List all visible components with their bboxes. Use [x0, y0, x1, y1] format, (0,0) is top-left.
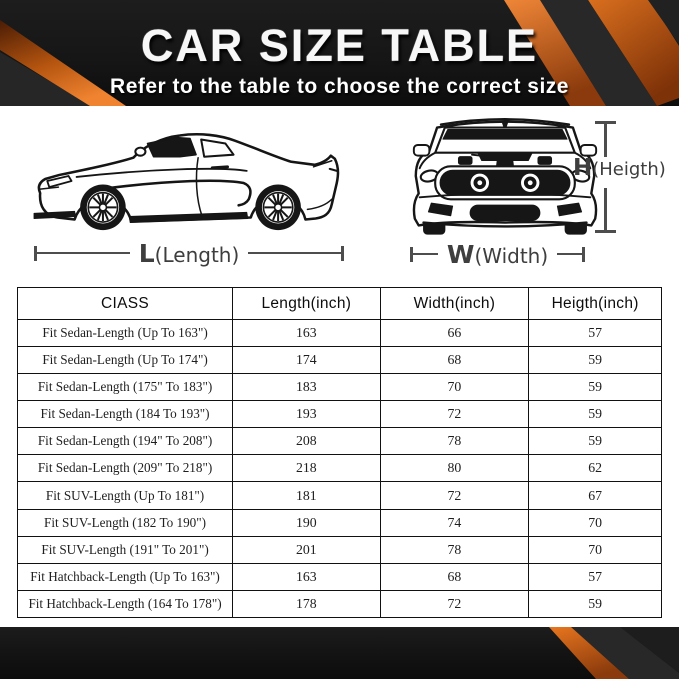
class-cell: Fit Sedan-Length (209" To 218") — [18, 455, 233, 482]
front-wheel-icon — [80, 185, 126, 231]
size-value-cell: 78 — [380, 536, 529, 563]
table-row — [18, 509, 662, 536]
class-cell: Fit SUV-Length (191" To 201") — [18, 536, 233, 563]
class-cell: Fit SUV-Length (Up To 181") — [18, 482, 233, 509]
car-diagrams — [0, 106, 679, 286]
dimension-line-icon — [557, 253, 582, 256]
size-value-cell: 163 — [233, 320, 380, 347]
class-cell: Fit Sedan-Length (Up To 163") — [18, 320, 233, 347]
table-row — [18, 455, 662, 482]
size-value-cell: 74 — [380, 509, 529, 536]
table-row — [18, 320, 662, 347]
size-value-cell: 183 — [233, 374, 380, 401]
size-value-cell: 208 — [233, 428, 380, 455]
size-value-cell: 66 — [380, 320, 529, 347]
size-value-cell: 190 — [233, 509, 380, 536]
size-value-cell: 72 — [380, 401, 529, 428]
size-table-body — [18, 320, 662, 618]
title-banner — [0, 0, 679, 106]
dimension-tick-icon — [341, 246, 344, 261]
table-row — [18, 401, 662, 428]
table-row — [18, 563, 662, 590]
class-cell: Fit Sedan-Length (184 To 193") — [18, 401, 233, 428]
dimension-tick-icon — [595, 230, 616, 233]
header-width: Width(inch) — [380, 288, 529, 320]
dimension-line-icon — [604, 121, 607, 157]
size-value-cell: 193 — [233, 401, 380, 428]
page-subtitle: Refer to the table to choose the correct size — [110, 75, 569, 98]
size-value-cell: 57 — [529, 320, 662, 347]
length-label: L(Length) — [138, 238, 240, 268]
table-row — [18, 347, 662, 374]
footer-banner — [0, 627, 679, 679]
class-cell: Fit Sedan-Length (194" To 208") — [18, 428, 233, 455]
rear-wheel-icon — [255, 185, 301, 231]
dimension-tick-icon — [582, 247, 585, 262]
class-cell: Fit Hatchback-Length (Up To 163") — [18, 563, 233, 590]
width-dimension — [410, 241, 585, 267]
height-label: H(Heigth) — [573, 155, 666, 181]
size-value-cell: 72 — [380, 482, 529, 509]
table-row — [18, 482, 662, 509]
size-value-cell: 163 — [233, 563, 380, 590]
length-dimension — [34, 240, 344, 266]
side-view-car-illustration — [28, 126, 350, 234]
size-value-cell: 59 — [529, 347, 662, 374]
size-value-cell: 80 — [380, 455, 529, 482]
size-value-cell: 68 — [380, 563, 529, 590]
size-value-cell: 59 — [529, 374, 662, 401]
size-value-cell: 59 — [529, 401, 662, 428]
size-value-cell: 67 — [529, 482, 662, 509]
footer-corner-decoration — [0, 627, 679, 679]
car-size-table — [17, 287, 662, 618]
class-cell: Fit Hatchback-Length (164 To 178") — [18, 590, 233, 617]
size-value-cell: 59 — [529, 590, 662, 617]
table-header-row — [18, 288, 662, 320]
dimension-line-icon — [248, 252, 341, 255]
header-height: Heigth(inch) — [529, 288, 662, 320]
size-value-cell: 174 — [233, 347, 380, 374]
size-value-cell: 70 — [380, 374, 529, 401]
class-cell: Fit Sedan-Length (Up To 174") — [18, 347, 233, 374]
table-row — [18, 428, 662, 455]
header-class: CIASS — [18, 288, 233, 320]
dimension-line-icon — [604, 188, 607, 230]
table-row — [18, 590, 662, 617]
size-value-cell: 181 — [233, 482, 380, 509]
size-value-cell: 178 — [233, 590, 380, 617]
size-value-cell: 70 — [529, 509, 662, 536]
size-value-cell: 70 — [529, 536, 662, 563]
size-value-cell: 59 — [529, 428, 662, 455]
header-length: Length(inch) — [233, 288, 380, 320]
dimension-line-icon — [413, 253, 438, 256]
table-row — [18, 536, 662, 563]
size-value-cell: 62 — [529, 455, 662, 482]
dimension-line-icon — [37, 252, 130, 255]
size-value-cell: 201 — [233, 536, 380, 563]
size-value-cell: 57 — [529, 563, 662, 590]
width-label: W(Width) — [446, 239, 549, 269]
size-value-cell: 68 — [380, 347, 529, 374]
class-cell: Fit SUV-Length (182 To 190") — [18, 509, 233, 536]
size-value-cell: 218 — [233, 455, 380, 482]
table-row — [18, 374, 662, 401]
class-cell: Fit Sedan-Length (175" To 183") — [18, 374, 233, 401]
size-value-cell: 78 — [380, 428, 529, 455]
size-value-cell: 72 — [380, 590, 529, 617]
page-title: CAR SIZE TABLE — [140, 20, 539, 71]
